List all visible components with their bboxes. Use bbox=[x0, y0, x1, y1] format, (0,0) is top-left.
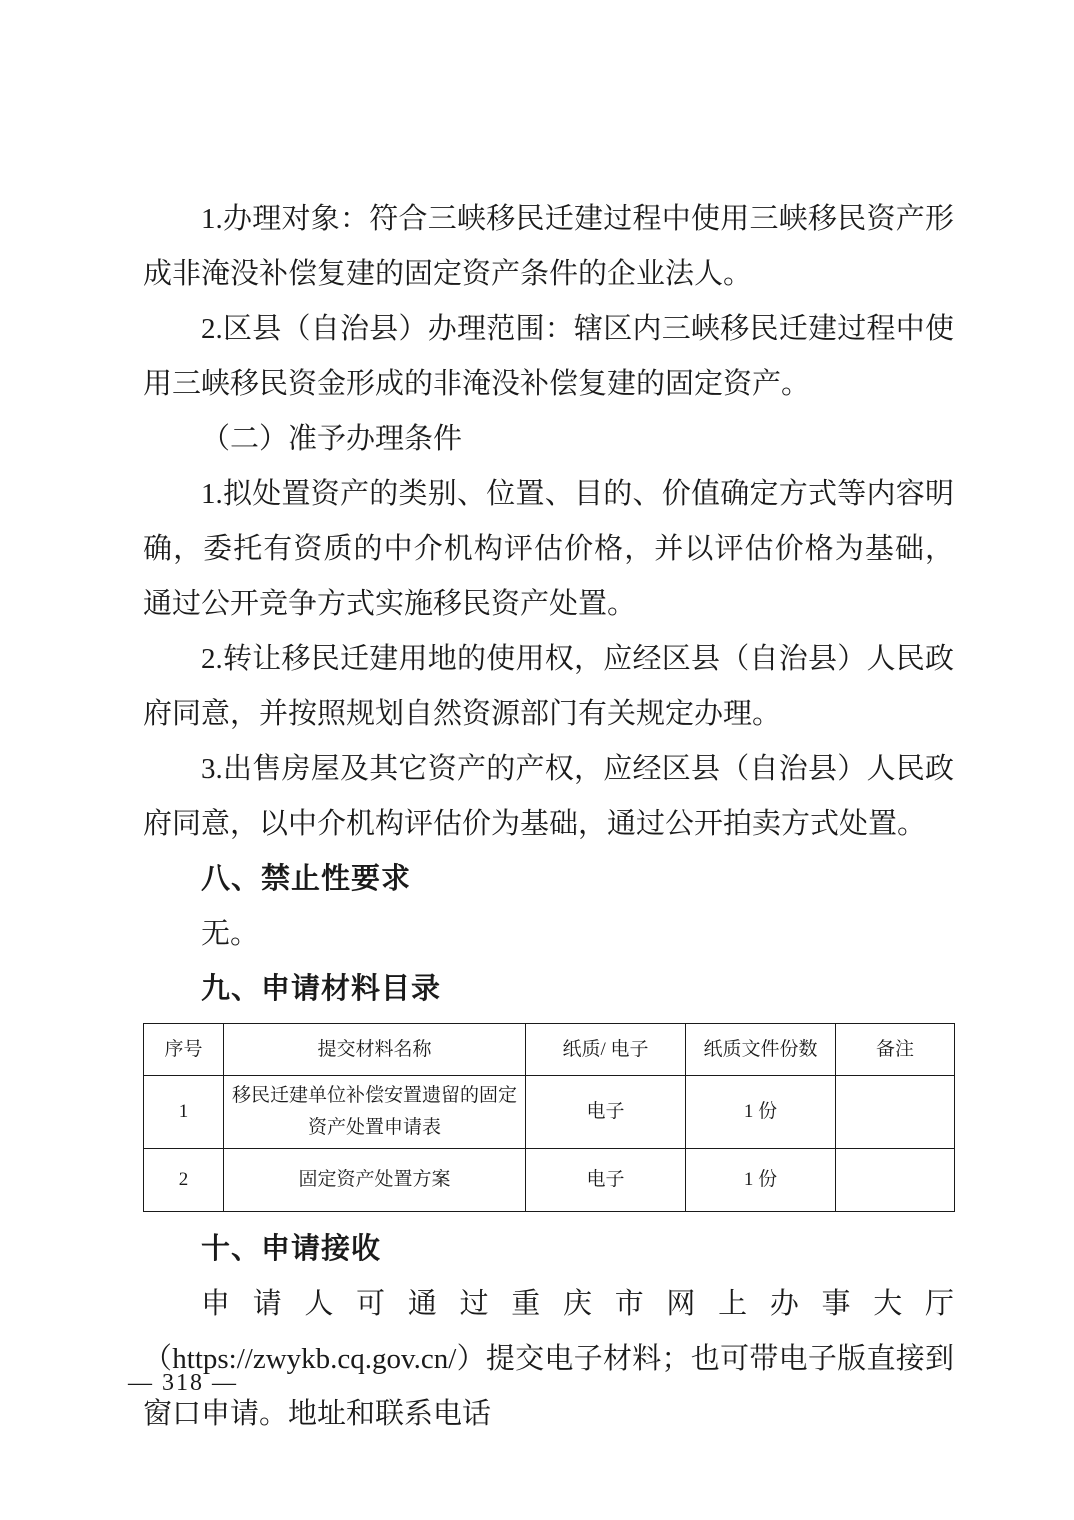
cell-note bbox=[836, 1076, 955, 1149]
cell-format: 电子 bbox=[526, 1076, 686, 1149]
cell-copies: 1 份 bbox=[686, 1149, 836, 1212]
paragraph-condition-1: 1.拟处置资产的类别、位置、目的、价值确定方式等内容明确，委托有资质的中介机构评估价格，并以评估价格为基础，通过公开竞争方式实施移民资产处置。 bbox=[143, 478, 954, 620]
cell-serial-no: 1 bbox=[144, 1076, 224, 1149]
page-number: — 318 — bbox=[128, 1370, 238, 1396]
cell-copies: 1 份 bbox=[686, 1076, 836, 1149]
heading-section-10-application-reception: 十、申请接收 bbox=[201, 1233, 382, 1265]
application-materials-table bbox=[143, 1023, 955, 1212]
paragraph-approval-conditions-title: （二）准予办理条件 bbox=[201, 423, 463, 455]
heading-section-8-prohibitions: 八、禁止性要求 bbox=[201, 863, 412, 895]
paragraph-reception-info: 申请人可通过重庆市网上办事大厅（https://zwykb.cq.gov.cn/）提交电子材料；也可带电子版直接到窗口申请。地址和联系电话 bbox=[143, 1288, 954, 1430]
paragraph-condition-3: 3.出售房屋及其它资产的产权，应经区县（自治县）人民政府同意，以中介机构评估价为基础，通过公开拍卖方式处置。 bbox=[143, 753, 954, 840]
table-row bbox=[144, 1149, 955, 1212]
cell-material-name: 移民迁建单位补偿安置遗留的固定资产处置申请表 bbox=[224, 1076, 526, 1149]
column-header-paper-or-electronic: 纸质/ 电子 bbox=[526, 1024, 686, 1076]
cell-note bbox=[836, 1149, 955, 1212]
paragraph-county-scope: 2.区县（自治县）办理范围：辖区内三峡移民迁建过程中使用三峡移民资金形成的非淹没补偿复建的固定资产。 bbox=[143, 313, 954, 400]
column-header-paper-copies: 纸质文件份数 bbox=[686, 1024, 836, 1076]
paragraph-none: 无。 bbox=[201, 918, 260, 950]
column-header-serial-no: 序号 bbox=[144, 1024, 224, 1076]
paragraph-handling-target: 1.办理对象：符合三峡移民迁建过程中使用三峡移民资产形成非淹没补偿复建的固定资产条件的企业法人。 bbox=[143, 203, 954, 290]
column-header-remarks: 备注 bbox=[836, 1024, 955, 1076]
cell-serial-no: 2 bbox=[144, 1149, 224, 1212]
paragraph-condition-2: 2.转让移民迁建用地的使用权，应经区县（自治县）人民政府同意，并按照规划自然资源部门有关规定办理。 bbox=[143, 643, 954, 730]
column-header-material-name: 提交材料名称 bbox=[224, 1024, 526, 1076]
document-body bbox=[143, 0, 954, 1442]
heading-section-9-materials-list: 九、申请材料目录 bbox=[201, 973, 442, 1005]
cell-format: 电子 bbox=[526, 1149, 686, 1212]
table-row bbox=[144, 1076, 955, 1149]
cell-material-name: 固定资产处置方案 bbox=[224, 1149, 526, 1212]
table-header-row bbox=[144, 1024, 955, 1076]
